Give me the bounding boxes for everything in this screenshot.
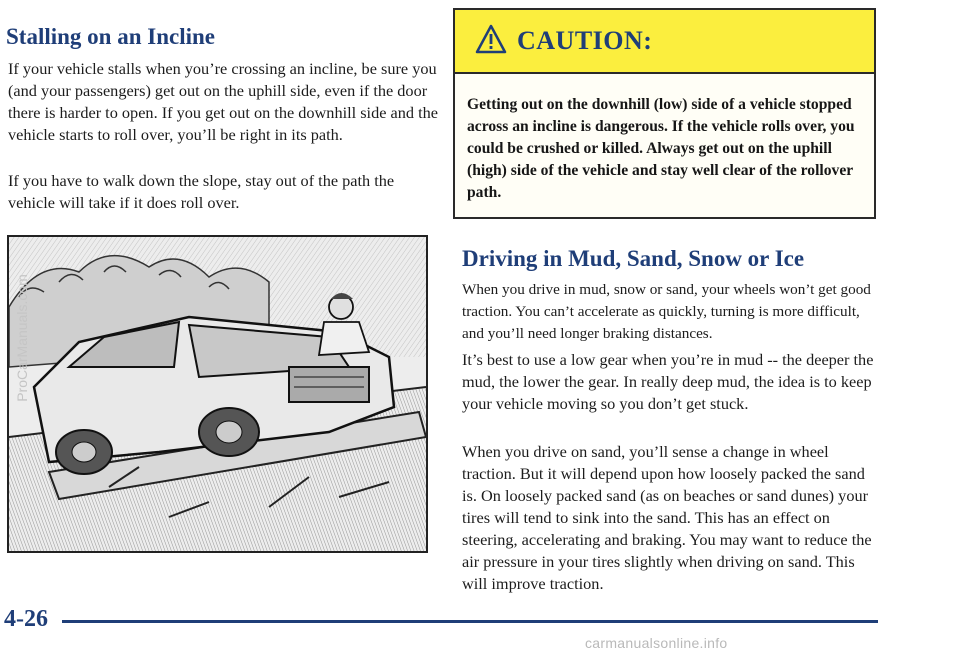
footer-watermark: carmanualsonline.info	[585, 635, 728, 651]
section-title-driving-mud: Driving in Mud, Sand, Snow or Ice	[462, 246, 805, 271]
warning-triangle-icon	[475, 24, 507, 59]
paragraph-mud-2: It’s best to use a low gear when you’re in mud -- the deeper the mud, the lower the gear. In really deep mud, the idea is to keep your vehicle moving so you don’t get stuck.	[462, 350, 874, 413]
vehicle-on-incline-illustration	[7, 235, 428, 553]
section-title-stalling: Stalling on an Incline	[6, 24, 215, 49]
paragraph-mud-3: When you drive on sand, you’ll sense a change in wheel traction. But it will depend upon how loosely packed the sand is. On loosely packed sand (as on beaches or sand dunes) your tires will tend to sink into the sand. This has an effect on steering, accelerating and braking. You may want to reduce the air pressure in your tires slightly when driving on sand. This will improve traction.	[462, 442, 872, 593]
side-watermark: ProCarManuals.com	[13, 274, 30, 402]
caution-title: CAUTION:	[517, 26, 653, 55]
footer-rule	[62, 620, 878, 623]
caution-header	[455, 10, 874, 74]
paragraph-mud-1: When you drive in mud, snow or sand, your wheels won’t get good traction. You can’t accelerate as quickly, turning is more difficult, and you’ll need longer braking distances.	[462, 281, 871, 342]
caution-text: Getting out on the downhill (low) side of a vehicle stopped across an incline is dangerous. If the vehicle rolls over, you could be crushed or killed. Always get out on the uphill (high) side of the vehicle and stay well clear of the rollover path.	[467, 96, 855, 201]
caution-box	[453, 8, 876, 219]
paragraph-stalling-2: If you have to walk down the slope, stay out of the path the vehicle will take if it does roll over.	[8, 171, 395, 212]
paragraph-stalling-1: If your vehicle stalls when you’re crossing an incline, be sure you (and your passengers) get out on the uphill side, even if the door there is harder to open. If you get out on the downhill side and the vehicle starts to roll over, you’ll be right in its path.	[8, 59, 438, 144]
page-number: 4-26	[4, 606, 48, 632]
